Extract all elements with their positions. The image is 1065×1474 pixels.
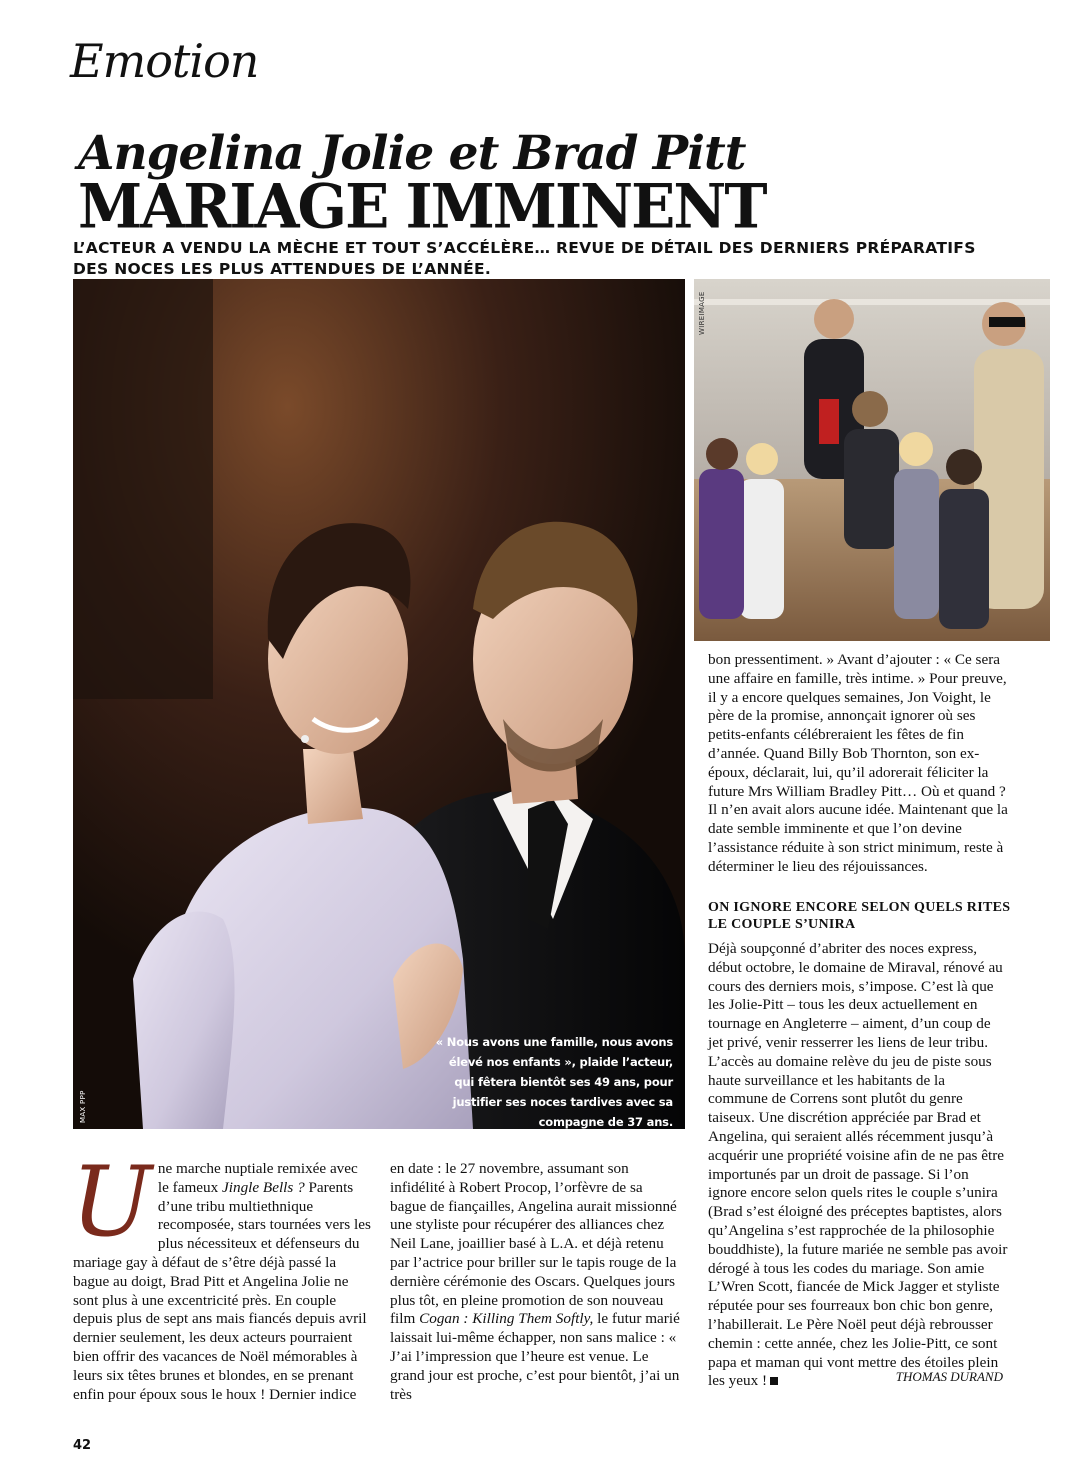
headline-title: MARIAGE IMMINENT xyxy=(78,170,766,243)
article-column-3-top: bon pressentiment. » Avant d’ajouter : « Ce sera une affaire en famille, très intime. » Pour preuve, il y a encore quelques semaines, Jon Voight, le père de la promise, annonçait ignorer où ses petits-enfants célébreraient les fêtes de fin d’année. Quand Billy Bob Thornton, son ex-époux, déclarait, lui, qu’il adorerait féliciter la future Mrs William Bradley Pitt… Où et quand ? Il n’en avait alors aucune idée. Maintenant que la date semble imminente et que l’on devine l’assistance réduite à son strict minimum, reste à déterminer le lieu des réjouissances. xyxy=(708,651,1008,875)
couple-portrait-image xyxy=(73,279,685,1129)
headline-names: Angelina Jolie et Brad Pitt xyxy=(78,126,746,181)
dropcap: U xyxy=(71,1146,152,1258)
article-column-3-bottom xyxy=(708,940,1008,1391)
film-title: Cogan : Killing Them Softly, xyxy=(419,1310,594,1328)
column-1-text-b: Parents d’une tribu multiethnique recomposée, stars tournées vers les plus nécessiteux et défenseurs du mariage gay à défaut de s’être déjà passé la bague au doigt, Brad Pitt et Angelina Jolie ne sont plus à une excentricité près. En couple depuis plus de sept ans mais fiancés depuis avril dernier seulement, les deux acteurs pourraient bien offrir des vacances de Noël mémorables à leurs six têtes brunes et blondes, en se prenant enfin pour époux sous le houx ! Dernier indice xyxy=(73,1178,371,1403)
column-1-text-a: ne marche nuptiale remixée avec le fameux xyxy=(157,1160,358,1196)
side-photo xyxy=(694,279,1050,641)
page-number: 42 xyxy=(73,1438,92,1453)
article-column-1 xyxy=(71,1146,371,1404)
article-subhead: ON IGNORE ENCORE SELON QUELS RITES LE COUPLE S’UNIRA xyxy=(708,900,1011,932)
song-title: Jingle Bells ? xyxy=(222,1178,305,1196)
article-column-2 xyxy=(390,1160,680,1404)
section-label: Emotion xyxy=(70,34,259,88)
column-2-text-a: en date : le 27 novembre, assumant son infidélité à Robert Procop, l’orfèvre de sa bague de fiançailles, Angelina aurait missionné une styliste pour récupérer des alliances chez Neil Lane, joaillier basé à L.A. et déjà retenu par l’actrice pour briller sur le tapis rouge de la dernière cérémonie des Oscars. Quelques jours plus tôt, en pleine promotion de son nouveau film xyxy=(390,1160,677,1328)
main-photo xyxy=(73,279,685,1129)
photo-caption: « Nous avons une famille, nous avons élevé nos enfants », plaide l’acteur, qui fêtera bientôt ses 49 ans, pour justifier ses noces tardives avec sa compagne de 37 ans. xyxy=(435,1035,673,1129)
family-airport-image xyxy=(694,279,1050,641)
side-photo-credit: WIREIMAGE xyxy=(698,291,706,335)
article-deck: L’ACTEUR A VENDU LA MÈCHE ET TOUT S’ACCÉLÈRE… REVUE DE DÉTAIL DES DERNIERS PRÉPARATIFS DES NOCES LES PLUS ATTENDUES DE L’ANNÉE. xyxy=(73,239,976,278)
author-signature: THOMAS DURAND xyxy=(895,1369,1003,1384)
main-photo-credit: MAX PPP xyxy=(79,1090,87,1123)
column-3-body: Déjà soupçonné d’abriter des noces express, début octobre, le domaine de Miraval, rénové au cours des derniers mois, s’impose. C’est là que les Jolie-Pitt – tous les deux actuellement en tournage en Angleterre – aiment, d’un coup de jet privé, venir resserrer les liens de leur tribu. L’accès au domaine relève du jeu de piste sous haute surveillance et les habitants de la commune de Correns sont plutôt du genre taiseux. Une discrétion appréciée par Brad et Angelina, qui seraient allés récemment jusqu’à acquérir une propriété voisine afin de ne pas être importunés par un droit de passage. Si l’on ignore encore selon quels rites le couple s’unira (Brad s’est éloigné des préceptes baptistes, alors qu’Angelina s’est rapprochée de la philosophie bouddhiste), la future mariée ne semble pas avoir dérogé à tous les codes du mariage. Son amie L’Wren Scott, fiancée de Mick Jagger et styliste réputée pour ses fourreaux bon chic bon genre, l’habillerait. Le Père Noël peut déjà rebrousser chemin : cette année, chez les Jolie-Pitt, ce sont papa et maman qui vont mettre des étoiles plein les yeux ! xyxy=(708,940,1008,1390)
column-2-text-b: le futur marié laissait lui-même échapper, non sans malice : « J’ai l’impression que l’heure est venue. Le grand jour est proche, c’est pour bientôt, j’ai un très xyxy=(390,1310,680,1403)
